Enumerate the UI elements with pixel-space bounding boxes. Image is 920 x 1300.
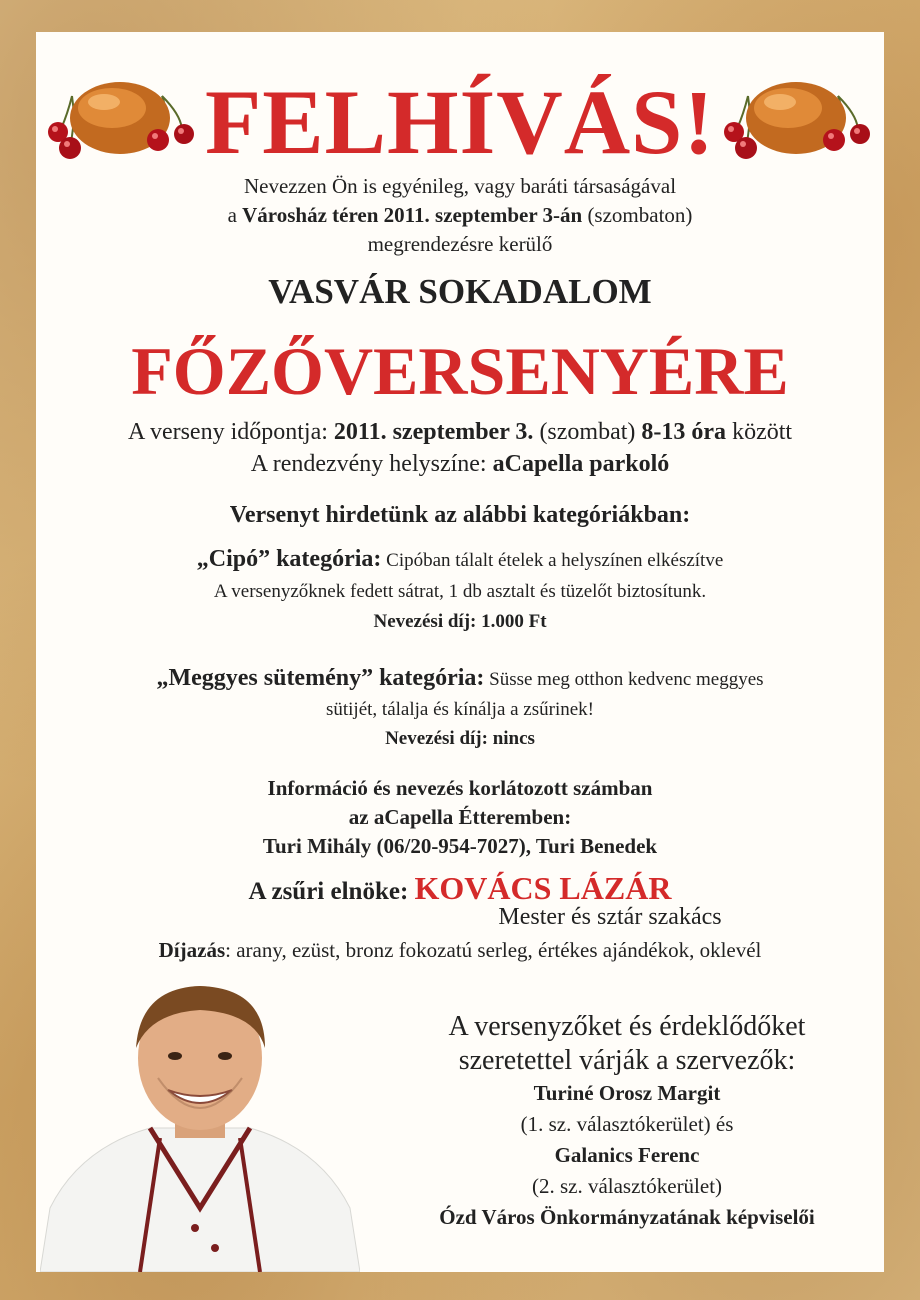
intro-line: a Városház téren 2011. szeptember 3-án (szombaton)	[227, 203, 693, 227]
prizes: Díjazás: arany, ezüst, bronz fokozatú serleg, értékes ajándékok, oklevél	[158, 938, 762, 962]
category-meggyes: „Meggyes sütemény” kategória: Süsse meg otthon kedvenc meggyes sütijét, tálalja és kínálja a zsűrinek! Nevezési díj: nincs	[36, 664, 884, 753]
category-fee: Nevezési díj: 1.000 Ft	[373, 611, 547, 632]
jury-subtitle: Mester és sztár szakács	[498, 904, 722, 930]
organizer-district: (1. sz. választókerület) és	[520, 1112, 734, 1136]
event-subtitle: FŐZŐVERSENYÉRE	[131, 333, 789, 409]
event-details	[36, 416, 884, 480]
event-name: VASVÁR SOKADALOM	[268, 272, 652, 311]
intro-line: Nevezzen Ön is egyénileg, vagy baráti társaságával	[243, 174, 677, 198]
organizers-closing: Ózd Város Önkormányzatának képviselői	[439, 1205, 815, 1229]
chef-portrait	[40, 978, 360, 1272]
category-cipo: „Cipó” kategória: Cipóban tálalt ételek a helyszínen elkészítve A versenyzőknek fedett sátrat, 1 db asztalt és tüzelőt biztosítunk. Nevezési díj: 1.000 Ft	[36, 544, 884, 637]
category-label: „Cipó” kategória:	[196, 546, 382, 572]
category-desc: A versenyzőknek fedett sátrat, 1 db asztalt és tüzelőt biztosítunk.	[213, 581, 707, 602]
organizer-name: Turiné Orosz Margit	[533, 1081, 721, 1105]
organizer-name: Galanics Ferenc	[554, 1143, 700, 1167]
jury-name: KOVÁCS LÁZÁR	[414, 870, 672, 906]
organizers: A versenyzőket és érdeklődőket szeretettel várják a szervezők: Turiné Orosz Margit (1. sz. választókerület) és Galanics Ferenc (2. sz. választókerület) Ózd Város Önkormányzatának képviselői	[386, 1010, 868, 1233]
category-desc: sütijét, tálalja és kínálja a zsűrinek!	[325, 699, 594, 720]
poster	[36, 32, 884, 1272]
event-place-line: A rendezvény helyszíne: aCapella parkoló	[250, 451, 670, 477]
categories-heading: Versenyt hirdetünk az alábbi kategóriákban:	[229, 502, 691, 528]
jury-president: A zsűri elnöke: KOVÁCS LÁZÁR	[248, 870, 672, 906]
category-fee: Nevezési díj: nincs	[385, 728, 535, 749]
intro-line: megrendezésre kerülő	[367, 232, 553, 256]
contact-info: Információ és nevezés korlátozott számban az aCapella Étteremben: Turi Mihály (06/20-954-7027), Turi Benedek	[36, 774, 884, 861]
poster-title: FELHÍVÁS!	[205, 71, 715, 173]
intro-venue-date: Városház téren 2011. szeptember 3-án	[242, 203, 583, 227]
event-time-line: A verseny időpontja: 2011. szeptember 3. (szombat) 8-13 óra között	[127, 419, 793, 445]
contact-phone: Turi Mihály (06/20-954-7027), Turi Benedek	[262, 834, 658, 858]
intro-text	[36, 172, 884, 259]
category-label: „Meggyes sütemény” kategória:	[156, 665, 485, 691]
organizer-district: (2. sz. választókerület)	[531, 1174, 723, 1198]
